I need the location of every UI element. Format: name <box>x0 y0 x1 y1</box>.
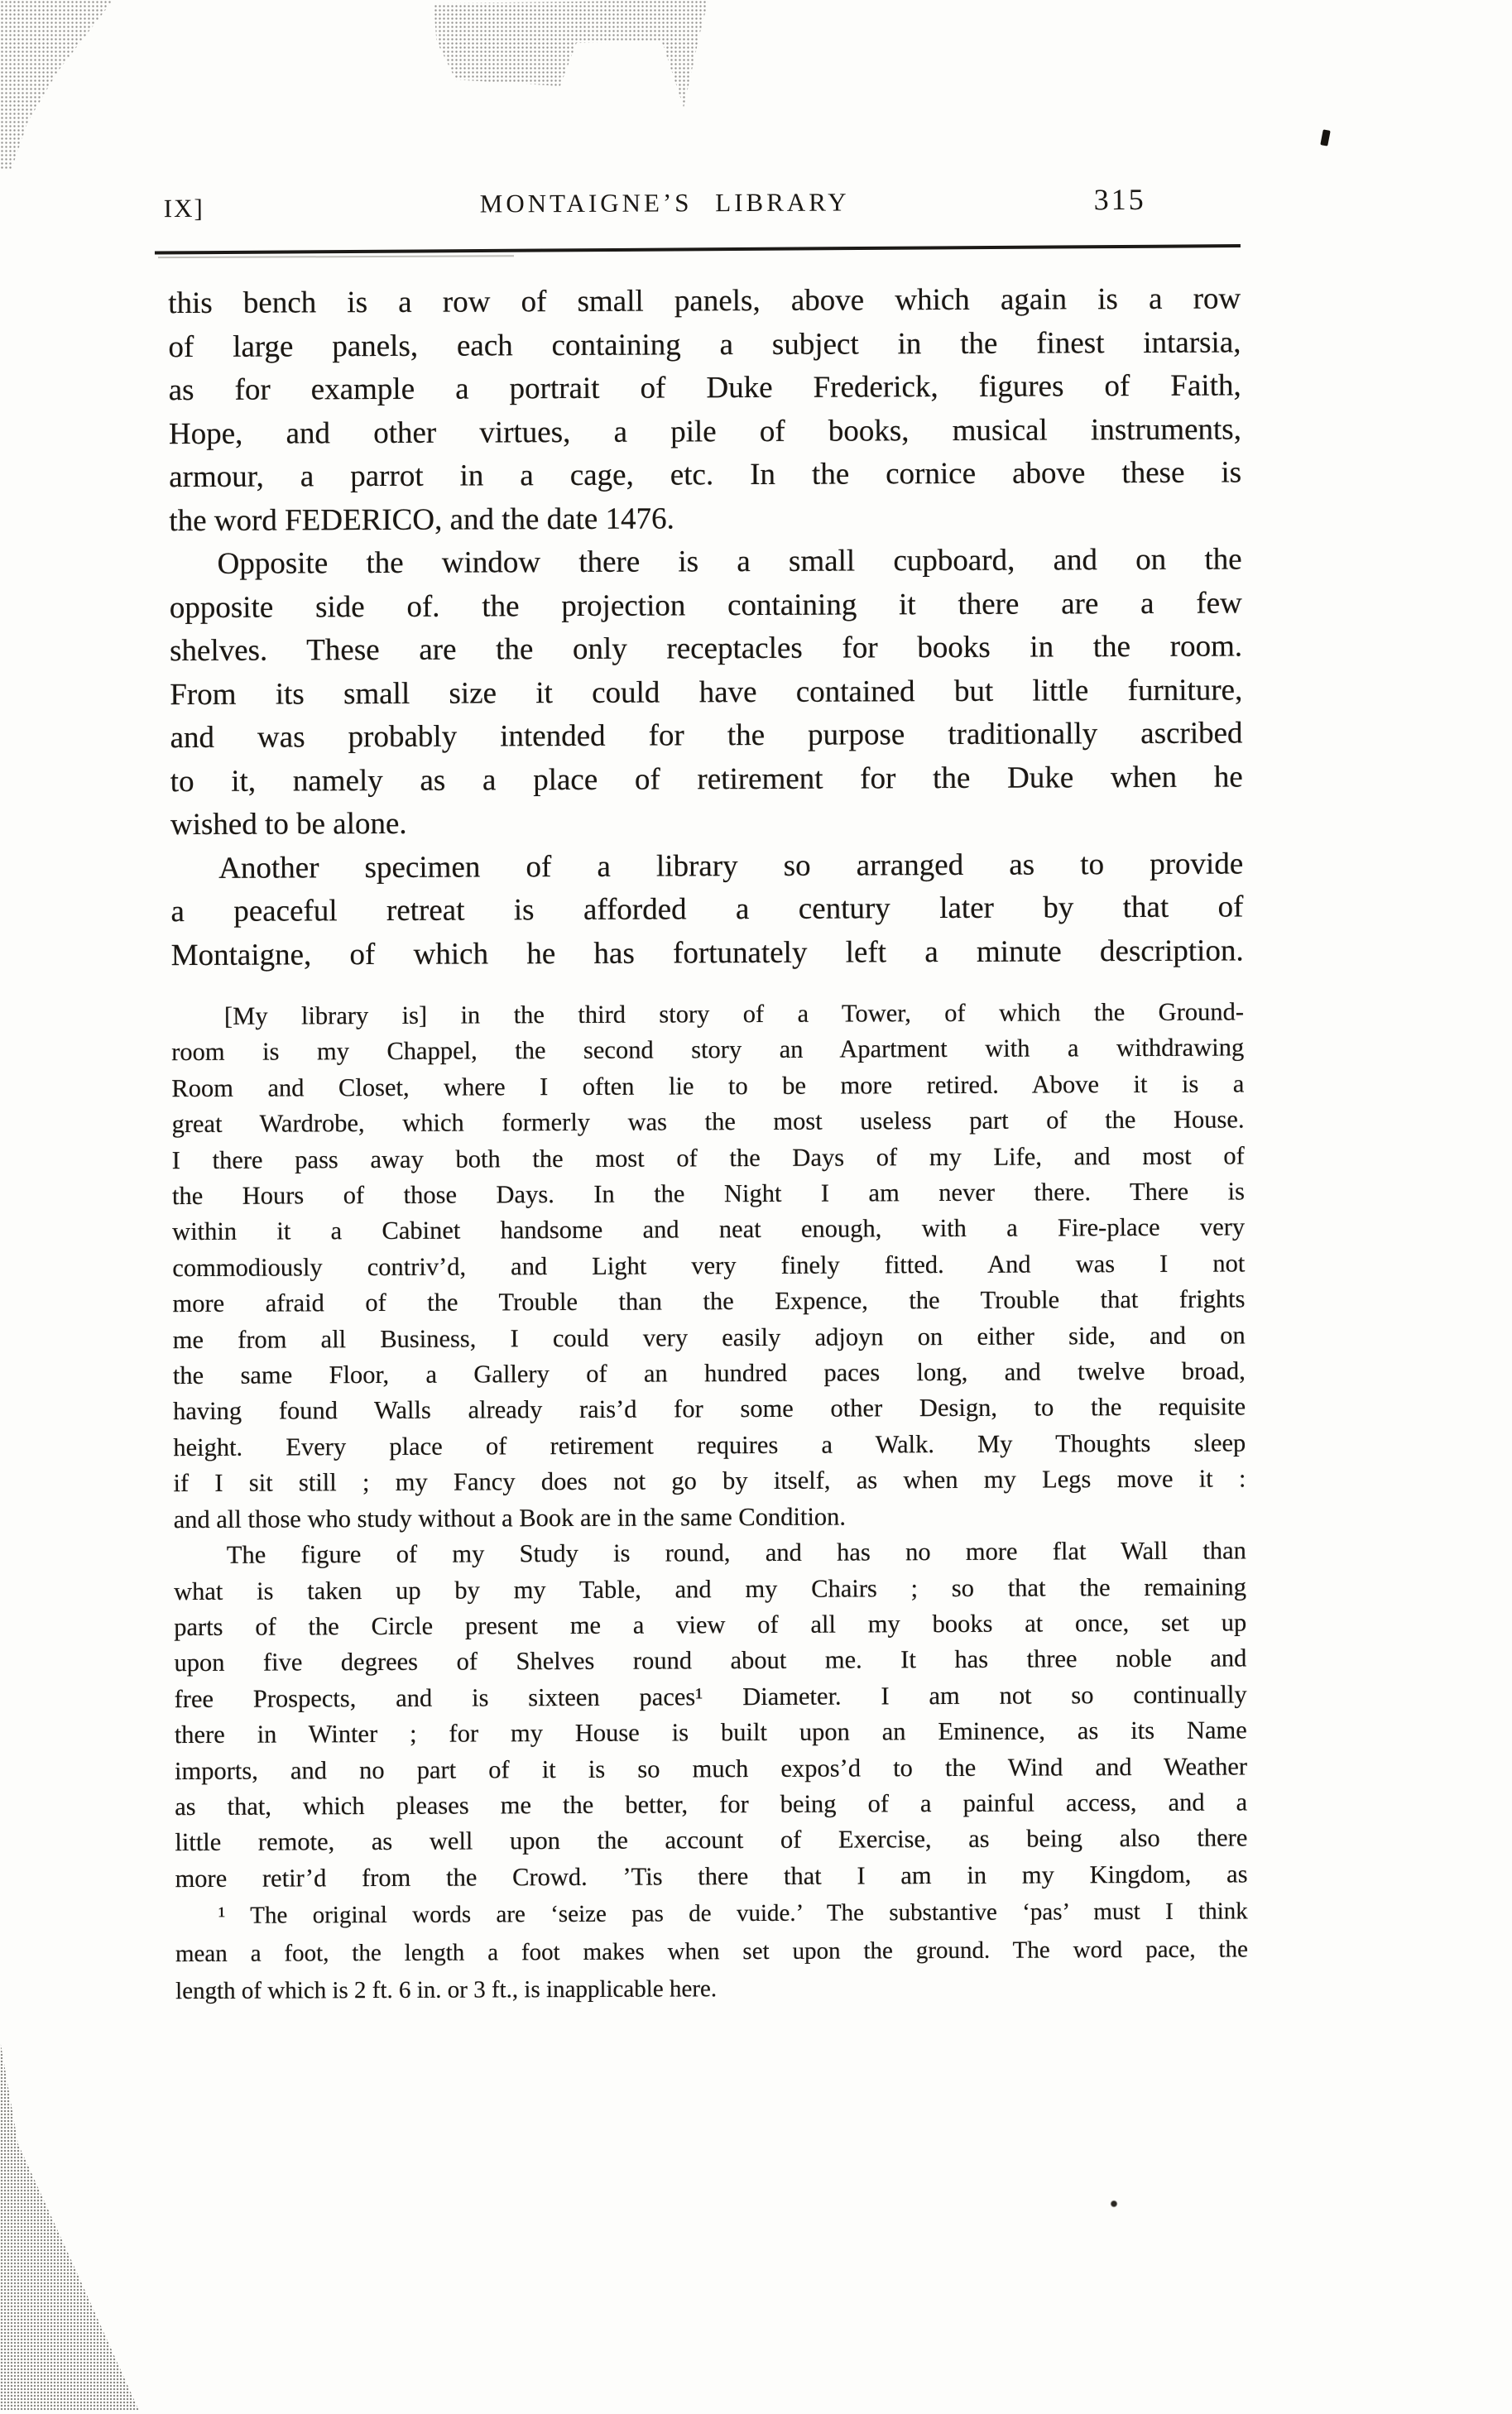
text-line: height. Every place of retirement requires a Walk. My Thoughts sleep <box>173 1428 1246 1461</box>
paragraph <box>174 1533 1248 1898</box>
text-line: Another specimen of a library so arranged as to provide <box>218 846 1244 885</box>
text-line: a peaceful retreat is afforded a century later by that of <box>170 890 1244 929</box>
text-line: parts of the Circle present me a view of all my books at once, set up <box>174 1608 1247 1641</box>
paragraph <box>171 994 1246 1538</box>
header-rule <box>155 244 1241 254</box>
text-line: From its small size it could have contained but little furniture, <box>170 672 1243 712</box>
text-line: and was probably intended for the purpose traditionally ascribed <box>170 716 1243 756</box>
text-line: great Wardrobe, which formerly was the most useless part of the House. <box>171 1105 1245 1139</box>
text-line: me from all Business, I could very easily adjoyn on either side, and on <box>172 1321 1246 1354</box>
paragraph <box>168 277 1241 543</box>
text-line: the word FEDERICO, and the date 1476. <box>169 501 674 538</box>
text-line: to it, namely as a place of retirement for the Duke when he <box>170 759 1243 799</box>
text-line: The figure of my Study is round, and has no more flat Wall than <box>226 1536 1246 1569</box>
text-line: [My library is] in the third story of a Tower, of which the Ground- <box>223 997 1245 1030</box>
running-title: MONTAIGNE’S LIBRARY <box>479 187 850 218</box>
text-line: Opposite the window there is a small cupboard, and on the <box>217 542 1242 581</box>
text-line: mean a foot, the length a foot makes when set upon the ground. The word pace, the <box>175 1935 1248 1967</box>
text-line: length of which is 2 ft. 6 in. or 3 ft., is inapplicable here. <box>175 1975 718 2005</box>
footnote <box>175 1893 1249 2010</box>
page-header <box>0 0 1507 223</box>
header-rule-echo <box>158 255 514 258</box>
text-line: if I sit still ; my Fancy does not go by itself, as when my Legs move it : <box>173 1464 1246 1498</box>
text-line: the same Floor, a Gallery of an hundred paces long, and twelve broad, <box>172 1356 1246 1390</box>
text-line: this bench is a row of small panels, above which again is a row <box>168 281 1241 321</box>
text-line: shelves. These are the only receptacles for books in the room. <box>169 629 1243 669</box>
text-line: I there pass away both the most of the Days of my Life, and most of <box>171 1141 1245 1174</box>
body-text <box>168 277 1248 1897</box>
text-line: Room and Closet, where I often lie to be more retired. Above it is a <box>171 1069 1245 1102</box>
text-line: having found Walls already rais’d for some other Design, to the requisite <box>173 1392 1246 1426</box>
text-line: as that, which pleases me the better, for being of a painful access, and a <box>175 1788 1248 1821</box>
text-line: as for example a portrait of Duke Frederick, figures of Faith, <box>168 368 1241 408</box>
text-line: free Prospects, and is sixteen paces¹ Diameter. I am not so continually <box>174 1680 1247 1713</box>
text-line: what is taken up by my Table, and my Chairs ; so that the remaining <box>173 1572 1247 1605</box>
text-line: armour, a parrot in a cage, etc. In the cornice above these is <box>169 455 1242 495</box>
text-line: little remote, as well upon the account of Exercise, as being also there <box>175 1823 1248 1857</box>
text-line: imports, and no part of it is so much expos’d to the Wind and Weather <box>174 1751 1248 1785</box>
text-line: and all those who study without a Book are in the same Condition. <box>173 1502 847 1533</box>
text-line: Hope, and other virtues, a pile of books, musical instruments, <box>168 411 1242 451</box>
text-line: more retir’d from the Crowd. ’Tis there that I am in my Kingdom, as <box>175 1860 1248 1893</box>
text-line: room is my Chappel, the second story an Apartment with a withdrawing <box>171 1033 1245 1067</box>
text-line: Montaigne, of which he has fortunately left a minute description. <box>170 933 1244 972</box>
text-line: more afraid of the Trouble than the Expence, the Trouble that frights <box>172 1284 1246 1318</box>
text-line: ¹ The original words are ‘seize pas de vuide.’ The substantive ‘pas’ must I think <box>218 1898 1248 1929</box>
text-line: the Hours of those Days. In the Night I am never there. There is <box>171 1177 1246 1211</box>
paragraph <box>175 1893 1249 2010</box>
text-line: opposite side of. the projection containing it there are a few <box>169 585 1242 625</box>
text-line: of large panels, each containing a subject in the finest intarsia, <box>168 324 1241 364</box>
page-number: 315 <box>1093 182 1146 217</box>
paragraph <box>170 842 1244 977</box>
text-line: upon five degrees of Shelves round about me. It has three noble and <box>174 1644 1247 1677</box>
text-line: wished to be alone. <box>170 806 407 842</box>
chapter-label: IX] <box>163 193 204 223</box>
text-line: commodiously contriv’d, and Light very finely fitted. And was I not <box>172 1249 1246 1282</box>
paragraph <box>170 538 1244 847</box>
text-line: within it a Cabinet handsome and neat enough, with a Fire-place very <box>172 1212 1246 1246</box>
text-line: there in Winter ; for my House is built upon an Eminence, as its Name <box>174 1716 1247 1749</box>
